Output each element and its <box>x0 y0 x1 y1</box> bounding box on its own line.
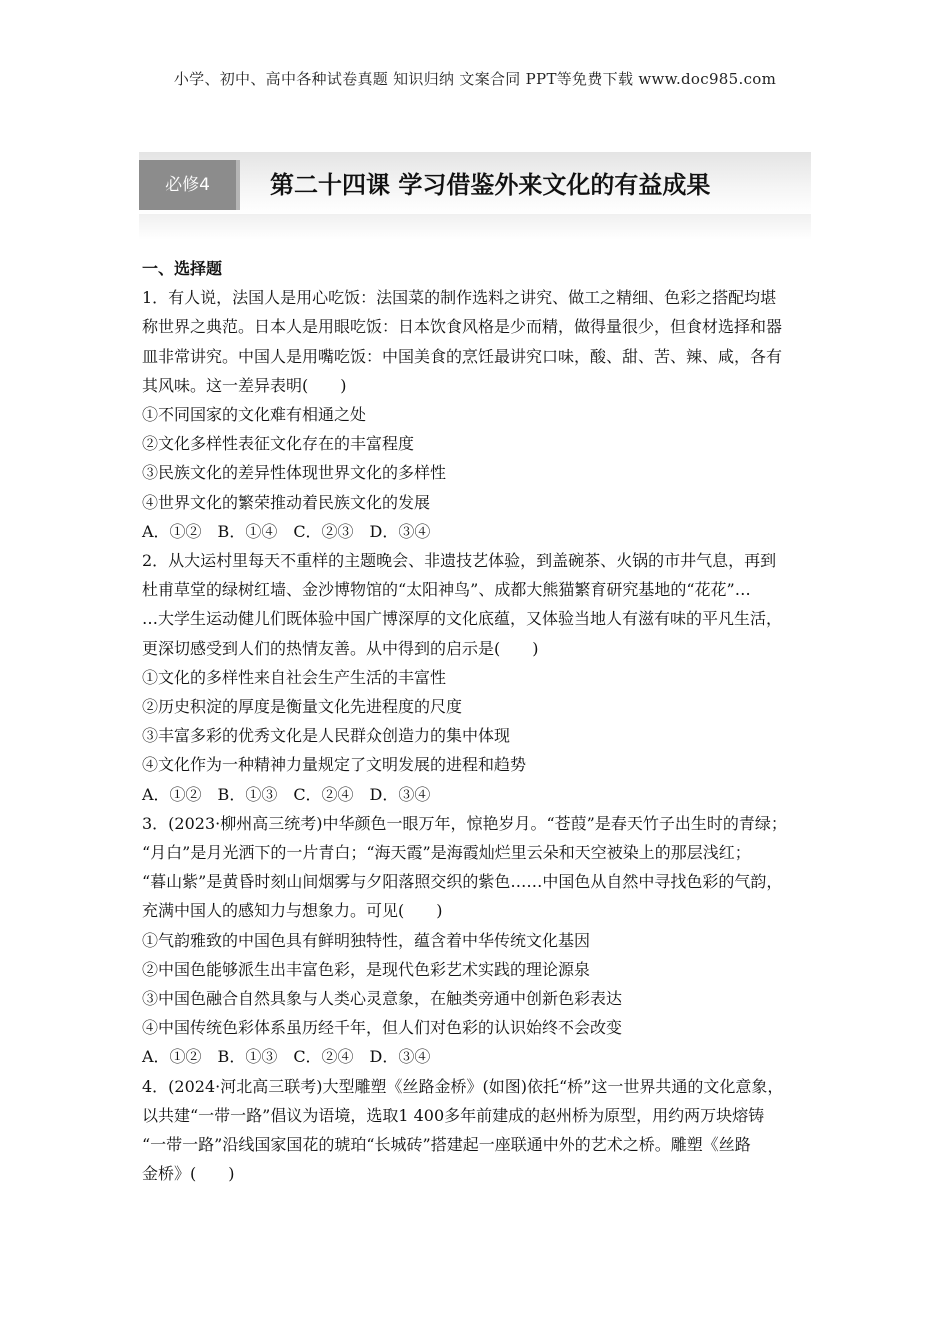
question-stem-line: …大学生运动健儿们既体验中国广博深厚的文化底蕴，又体验当地人有滋有味的平凡生活， <box>142 609 783 629</box>
statement-option: ④文化作为一种精神力量规定了文明发展的进程和趋势 <box>142 755 527 775</box>
question-stem-line: 更深切感受到人们的热情友善。从中得到的启示是( ) <box>142 638 539 658</box>
question-stem-line: 皿非常讲究。中国人是用嘴吃饭：中国美食的烹饪最讲究口味，酸、甜、苦、辣、咸，各有 <box>142 346 783 366</box>
question-stem-line: “一带一路”沿线国家国花的琥珀“长城砖”搭建起一座联通中外的艺术之桥。雕塑《丝路 <box>142 1135 751 1155</box>
question-stem-line: “暮山紫”是黄昏时刻山间烟雾与夕阳落照交织的紫色……中国色从自然中寻找色彩的气韵， <box>142 872 783 892</box>
question-stem-line: 杜甫草堂的绿树红墙、金沙博物馆的“太阳神鸟”、成都大熊猫繁育研究基地的“花花”… <box>142 580 751 600</box>
title-band <box>139 152 811 214</box>
statement-option: ③民族文化的差异性体现世界文化的多样性 <box>142 463 447 483</box>
question-stem-line: 3．(2023·柳州高三统考)中华颜色一眼万年，惊艳岁月。“苍葭”是春天竹子出生时的青绿； <box>142 813 787 833</box>
statement-option: ④世界文化的繁荣推动着民族文化的发展 <box>142 492 431 512</box>
statement-option: ③丰富多彩的优秀文化是人民群众创造力的集中体现 <box>142 726 511 746</box>
question-stem-line: 1．有人说，法国人是用心吃饭：法国菜的制作选料之讲究、做工之精细、色彩之搭配均堪 <box>142 288 777 308</box>
exercise-content <box>142 254 814 1189</box>
question-stem-line: 4．(2024·河北高三联考)大型雕塑《丝路金桥》(如图)依托“桥”这一世界共通的文化意象， <box>142 1076 784 1096</box>
question-stem-line: 称世界之典范。日本人是用眼吃饭：日本饮食风格是少而精，做得量很少，但食材选择和器 <box>142 317 783 337</box>
statement-option: ②历史积淀的厚度是衡量文化先进程度的尺度 <box>142 697 463 717</box>
statement-option: ①文化的多样性来自社会生产生活的丰富性 <box>142 667 447 687</box>
site-banner: 小学、初中、高中各种试卷真题 知识归纳 文案合同 PPT等免费下载 www.doc985.com <box>173 70 777 88</box>
answer-choices: A．①② B．①③ C．②④ D．③④ <box>142 784 431 804</box>
question-4 <box>142 1072 814 1189</box>
statement-option: ②中国色能够派生出丰富色彩，是现代色彩艺术实践的理论源泉 <box>142 959 591 979</box>
lesson-title: 第二十四课 学习借鉴外来文化的有益成果 <box>270 170 711 199</box>
question-3 <box>142 809 814 1072</box>
statement-option: ①气韵雅致的中国色具有鲜明独特性，蕴含着中华传统文化基因 <box>142 930 591 950</box>
statement-option: ④中国传统色彩体系虽历经千年，但人们对色彩的认识始终不会改变 <box>142 1018 623 1038</box>
question-stem-line: “月白”是月光洒下的一片青白；“海天霞”是海霞灿烂里云朵和天空被染上的那层浅红； <box>142 843 751 863</box>
statement-option: ①不同国家的文化难有相通之处 <box>142 405 367 425</box>
statement-option: ②文化多样性表征文化存在的丰富程度 <box>142 434 415 454</box>
tag-divider <box>236 160 240 210</box>
answer-choices: A．①② B．①③ C．②④ D．③④ <box>142 1047 431 1067</box>
band-shadow <box>139 214 811 240</box>
question-stem-line: 其风味。这一差异表明( ) <box>142 375 347 395</box>
question-stem-line: 以共建“一带一路”倡议为语境，选取1 400多年前建成的赵州桥为原型，用约两万块熔铸 <box>142 1105 765 1125</box>
question-2 <box>142 546 814 809</box>
section-heading: 一、选择题 <box>142 259 223 278</box>
question-stem-line: 2．从大运村里每天不重样的主题晚会、非遗技艺体验，到盖碗茶、火锅的市井气息，再到 <box>142 551 777 571</box>
module-tag: 必修4 <box>139 160 236 210</box>
question-1 <box>142 283 814 546</box>
statement-option: ③中国色融合自然具象与人类心灵意象，在触类旁通中创新色彩表达 <box>142 989 623 1009</box>
question-stem-line: 金桥》( ) <box>142 1164 235 1184</box>
answer-choices: A．①② B．①④ C．②③ D．③④ <box>142 521 431 541</box>
question-stem-line: 充满中国人的感知力与想象力。可见( ) <box>142 901 443 921</box>
